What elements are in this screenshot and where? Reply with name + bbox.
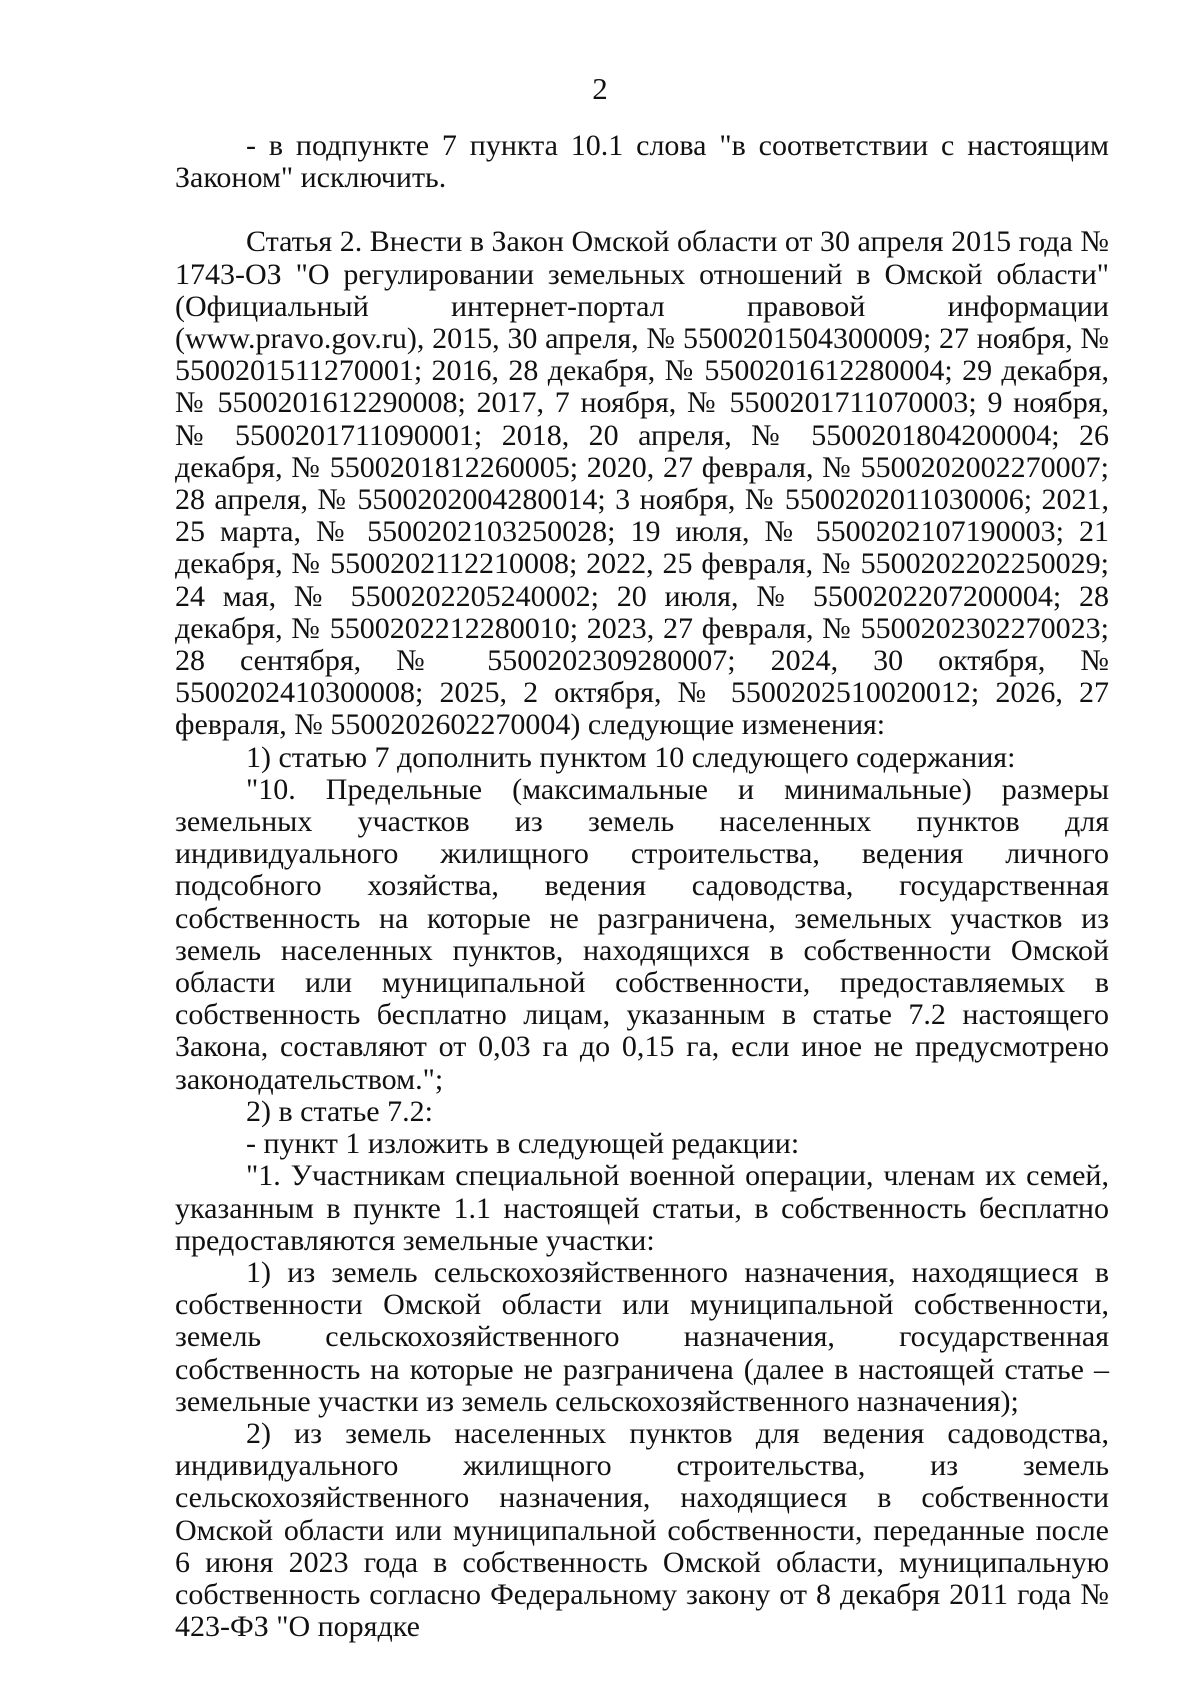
document-body <box>175 130 1109 1643</box>
paragraph-item-2: 2) в статье 7.2: <box>246 1094 433 1128</box>
paragraph-item-1: 1) статью 7 дополнить пунктом 10 следующего содержания: <box>246 740 1016 774</box>
paragraph-point-1-edit: - пункт 1 изложить в следующей редакции: <box>246 1127 800 1161</box>
paragraph-spacer <box>175 194 1109 226</box>
paragraph-point-10: "10. Предельные (максимальные и минимальные) размеры земельных участков из земель населенных пунктов для индивидуального жилищного строительства, ведения личного подсобного хозяйства, ведения садоводства, государственная собственность на которые не разграничена, земельных участков из земель населенных пунктов, находящихся в собственности Омской области или муниципальной собственности, предоставляемых в собственность бесплатно лицам, указанным в статье 7.2 настоящего Закона, составляют от 0,03 га до 0,15 га, если иное не предусмотрено законодательством."; <box>175 772 1109 1096</box>
paragraph-amendment-exclusion: - в подпункте 7 пункта 10.1 слова "в соответствии с настоящим Законом" исключить. <box>175 129 1109 195</box>
paragraph-subitem-2: 2) из земель населенных пунктов для ведения садоводства, индивидуального жилищного строительства, из земель сельскохозяйственного назначения, находящиеся в собственности Омской области или муниципальной собственности, переданные после 6 июня 2023 года в собственность Омской области, муниципальную собственность согласно Федеральному закону от 8 декабря 2011 года № 423-ФЗ "О порядке <box>175 1416 1109 1644</box>
paragraph-point-1-text: "1. Участникам специальной военной операции, членам их семей, указанным в пункте 1.1 настоящей статьи, в собственность бесплатно предоставляются земельные участки: <box>175 1159 1109 1257</box>
paragraph-subitem-1: 1) из земель сельскохозяйственного назначения, находящиеся в собственности Омской области или муниципальной собственности, земель сельскохозяйственного назначения, государственная собственность на которые не разграничена (далее в настоящей статье – земельные участки из земель сельскохозяйственного назначения); <box>175 1255 1109 1418</box>
page-number: 2 <box>592 71 608 106</box>
paragraph-article-2: Статья 2. Внести в Закон Омской области от 30 апреля 2015 года № 1743-ОЗ "О регулировании земельных отношений в Омской области" (Официальный интернет-портал правовой информации (www.pravo.gov.ru), 2015, 30 апреля, № 5500201504300009; 27 ноября, № 5500201511270001; 2016, 28 декабря, № 5500201612280004; 29 декабря, № 5500201612290008; 2017, 7 ноября, № 5500201711070003; 9 ноября, № 5500201711090001; 2018, 20 апреля, № 5500201804200004; 26 декабря, № 5500201812260005; 2020, 27 февраля, № 5500202002270007; 28 апреля, № 5500202004280014; 3 ноября, № 5500202011030006; 2021, 25 марта, № 5500202103250028; 19 июля, № 5500202107190003; 21 декабря, № 5500202112210008; 2022, 25 февраля, № 5500202202250029; 24 мая, № 5500202205240002; 20 июля, № 5500202207200004; 28 декабря, № 5500202212280010; 2023, 27 февраля, № 5500202302270023; 28 сентября, № 5500202309280007; 2024, 30 октября, № 5500202410300008; 2025, 2 октября, № 5500202510020012; 2026, 27 февраля, № 5500202602270004) следующие изменения: <box>175 225 1109 742</box>
